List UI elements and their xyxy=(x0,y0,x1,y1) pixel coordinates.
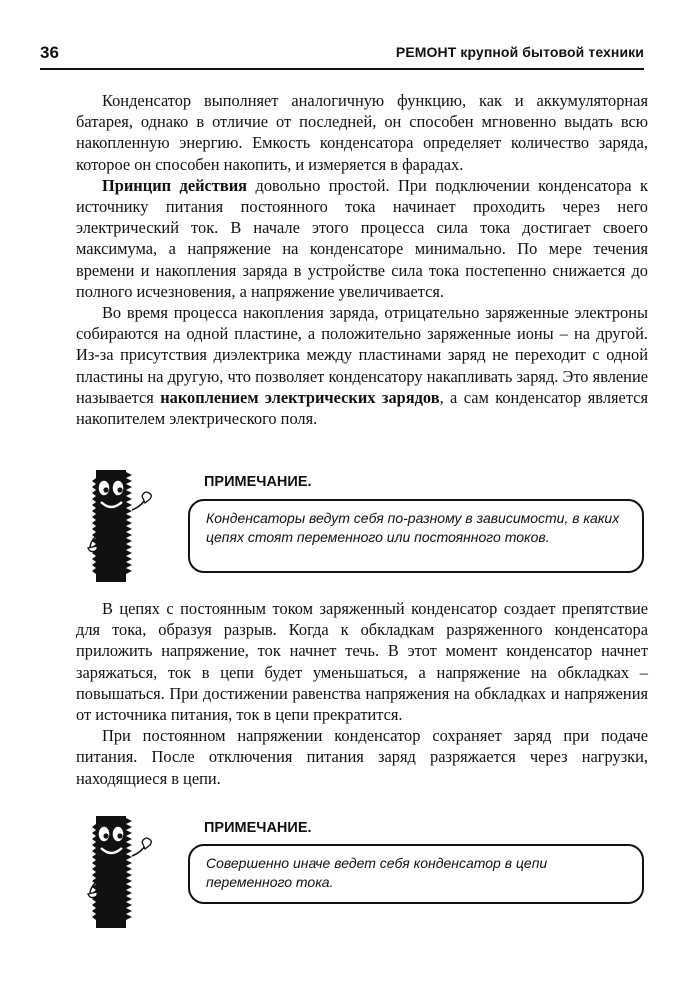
paragraph-principle-lead: Принцип действия xyxy=(102,175,248,195)
paragraph-charge-term: накоплением электрических зарядов xyxy=(160,387,440,407)
page-header xyxy=(40,38,644,70)
page-number: 36 xyxy=(40,43,59,62)
running-title: РЕМОНТ крупной бытовой техники xyxy=(395,44,644,60)
capacitor-mascot-icon xyxy=(86,812,158,932)
body-text-bottom xyxy=(76,598,648,789)
note-box: Конденсаторы ведут себя по-разному в зависимости, в каких цепях стоят переменного или постоянного токов. xyxy=(188,499,644,573)
paragraph-principle-text: довольно простой. При подключении конденсатора к источнику питания постоянного тока начинает проходить через него электрический ток. В начале этого процесса сила тока достигает своего максимума, а напряжение на конденсаторе минимально. По мере течения времени и накопления заряда в устройстве сила тока постепенно снижается до полного исчезновения, а напряжение увеличивается. xyxy=(76,175,648,301)
paragraph-charge-accumulation xyxy=(76,302,648,429)
note-title: ПРИМЕЧАНИЕ. xyxy=(204,474,312,490)
paragraph-intro: Конденсатор выполняет аналогичную функцию, как и аккумуляторная батарея, однако в отличие от последней, он способен мгновенно выдать всю накопленную энергию. Емкость конденсатора определяет количество заряда, которое он способен накопить, и измеряется в фарадах. xyxy=(76,91,648,174)
note-title: ПРИМЕЧАНИЕ. xyxy=(204,820,312,836)
paragraph-charge-end: , а сам конденсатор является накопителем электрического поля. xyxy=(76,387,648,429)
paragraph-charge-start: Во время процесса накопления заряда, отрицательно заряженные электроны собираются на одной пластине, а положительно заряженные ионы – на другой. Из-за присутствия диэлектрика между пластинами заряд не переходит с одной пластины на другую, что позволяет конденсатору накапливать заряд. Это явление называется xyxy=(76,303,648,407)
paragraph-constant-voltage: При постоянном напряжении конденсатор сохраняет заряд при подаче питания. После отключения питания заряд разряжается через нагрузки, находящиеся в цепи. xyxy=(76,726,648,788)
capacitor-mascot-icon xyxy=(86,466,158,586)
paragraph-principle xyxy=(76,175,648,302)
note-box: Совершенно иначе ведет себя конденсатор в цепи переменного тока. xyxy=(188,844,644,904)
body-text-top xyxy=(76,90,648,429)
paragraph-dc-circuit: В цепях с постоянным током заряженный конденсатор создает препятствие для тока, образуя разрыв. Когда к обкладкам разряженного конденсатора приложить напряжение, ток начнет течь. В этот момент конденсатор начнет заряжаться, ток в цепи будет уменьшаться, а напряжение на обкладках – повышаться. При достижении равенства напряжения на обкладках и напряжения от источника питания, ток в цепи прекратится. xyxy=(76,599,648,725)
